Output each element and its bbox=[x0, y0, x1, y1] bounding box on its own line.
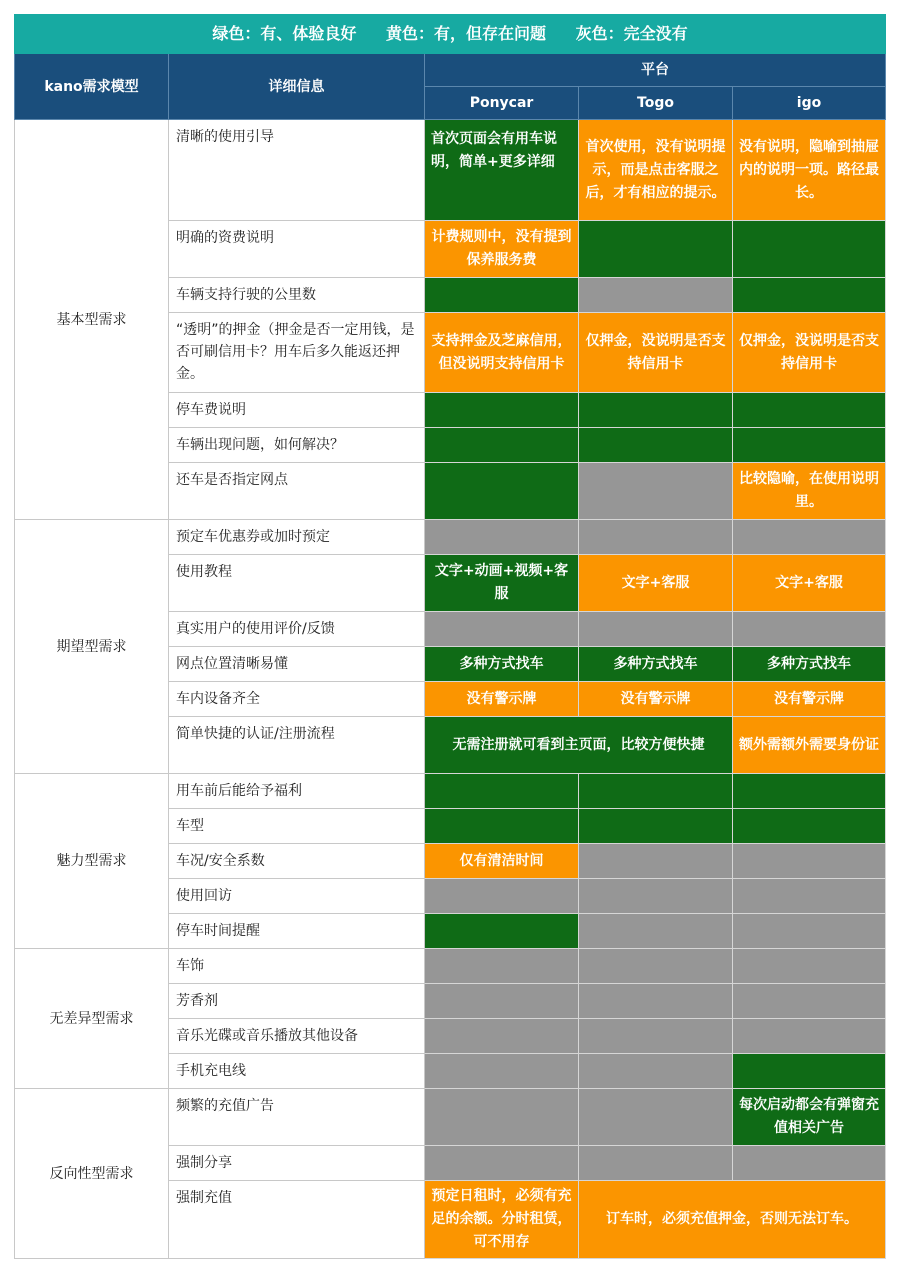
cell-togo bbox=[579, 879, 733, 914]
detail-cell: 车饰 bbox=[169, 949, 425, 984]
cell-igo bbox=[733, 984, 886, 1019]
cell-togo bbox=[579, 278, 733, 313]
legend-green: 绿色：有、体验良好 bbox=[212, 24, 357, 43]
cell-ponycar bbox=[425, 278, 579, 313]
detail-cell: 车辆出现问题，如何解决？ bbox=[169, 428, 425, 463]
cell-togo: 仅押金，没说明是否支持信用卡 bbox=[579, 313, 733, 393]
detail-cell: 音乐光碟或音乐播放其他设备 bbox=[169, 1019, 425, 1054]
cell-togo: 多种方式找车 bbox=[579, 647, 733, 682]
cell-togo bbox=[579, 520, 733, 555]
detail-cell: 手机充电线 bbox=[169, 1054, 425, 1089]
category-reverse: 反向性型需求 bbox=[15, 1089, 169, 1259]
table-row bbox=[15, 520, 886, 555]
cell-ponycar: 预定日租时，必须有充足的余额。分时租赁，可不用存 bbox=[425, 1181, 579, 1259]
cell-togo bbox=[579, 774, 733, 809]
detail-cell: 车内设备齐全 bbox=[169, 682, 425, 717]
header-ponycar: Ponycar bbox=[425, 87, 579, 120]
cell-ponycar bbox=[425, 879, 579, 914]
detail-cell: 预定车优惠券或加时预定 bbox=[169, 520, 425, 555]
detail-cell: 车辆支持行驶的公里数 bbox=[169, 278, 425, 313]
cell-togo bbox=[579, 428, 733, 463]
category-attractive: 魅力型需求 bbox=[15, 774, 169, 949]
detail-cell: 强制分享 bbox=[169, 1146, 425, 1181]
header-row-1 bbox=[15, 54, 886, 87]
detail-cell: 停车费说明 bbox=[169, 393, 425, 428]
cell-igo bbox=[733, 949, 886, 984]
detail-cell: 清晰的使用引导 bbox=[169, 120, 425, 221]
cell-igo bbox=[733, 520, 886, 555]
legend-gray: 灰色：完全没有 bbox=[575, 24, 688, 43]
cell-ponycar bbox=[425, 1146, 579, 1181]
detail-cell: “透明”的押金（押金是否一定用钱，是否可刷信用卡？用车后多久能返还押金。 bbox=[169, 313, 425, 393]
kano-comparison-table bbox=[14, 14, 886, 1259]
cell-togo bbox=[579, 221, 733, 278]
cell-togo bbox=[579, 1146, 733, 1181]
cell-togo bbox=[579, 463, 733, 520]
cell-igo bbox=[733, 879, 886, 914]
cell-igo bbox=[733, 914, 886, 949]
cell-ponycar: 计费规则中，没有提到保养服务费 bbox=[425, 221, 579, 278]
table-row bbox=[15, 949, 886, 984]
detail-cell: 明确的资费说明 bbox=[169, 221, 425, 278]
detail-cell: 芳香剂 bbox=[169, 984, 425, 1019]
cell-igo bbox=[733, 428, 886, 463]
cell-igo bbox=[733, 844, 886, 879]
cell-igo bbox=[733, 1019, 886, 1054]
cell-togo bbox=[579, 393, 733, 428]
header-igo: igo bbox=[733, 87, 886, 120]
cell-igo: 额外需额外需要身份证 bbox=[733, 717, 886, 774]
cell-igo: 文字+客服 bbox=[733, 555, 886, 612]
detail-cell: 简单快捷的认证/注册流程 bbox=[169, 717, 425, 774]
cell-ponycar: 仅有清洁时间 bbox=[425, 844, 579, 879]
cell-ponycar bbox=[425, 612, 579, 647]
cell-igo: 没有说明，隐喻到抽屉内的说明一项。路径最长。 bbox=[733, 120, 886, 221]
cell-ponycar: 首次页面会有用车说明，简单+更多详细 bbox=[425, 120, 579, 221]
cell-togo bbox=[579, 949, 733, 984]
cell-togo bbox=[579, 914, 733, 949]
cell-ponycar bbox=[425, 463, 579, 520]
detail-cell: 用车前后能给予福利 bbox=[169, 774, 425, 809]
cell-igo bbox=[733, 1054, 886, 1089]
table-row bbox=[15, 774, 886, 809]
cell-togo bbox=[579, 984, 733, 1019]
cell-togo: 文字+客服 bbox=[579, 555, 733, 612]
cell-ponycar bbox=[425, 984, 579, 1019]
cell-ponycar bbox=[425, 428, 579, 463]
color-legend bbox=[15, 15, 886, 54]
cell-ponycar bbox=[425, 1019, 579, 1054]
cell-togo bbox=[579, 612, 733, 647]
cell-ponycar bbox=[425, 1089, 579, 1146]
legend-row bbox=[15, 15, 886, 54]
cell-igo bbox=[733, 278, 886, 313]
cell-igo bbox=[733, 774, 886, 809]
cell-igo: 每次启动都会有弹窗充值相关广告 bbox=[733, 1089, 886, 1146]
category-expected: 期望型需求 bbox=[15, 520, 169, 774]
cell-ponycar bbox=[425, 1054, 579, 1089]
table-row bbox=[15, 120, 886, 221]
cell-ponycar bbox=[425, 520, 579, 555]
cell-togo bbox=[579, 844, 733, 879]
detail-cell: 车型 bbox=[169, 809, 425, 844]
header-detail: 详细信息 bbox=[169, 54, 425, 120]
cell-togo bbox=[579, 1089, 733, 1146]
cell-igo bbox=[733, 393, 886, 428]
detail-cell: 网点位置清晰易懂 bbox=[169, 647, 425, 682]
header-platform: 平台 bbox=[425, 54, 886, 87]
cell-togo bbox=[579, 1054, 733, 1089]
cell-ponycar bbox=[425, 809, 579, 844]
cell-togo: 没有警示牌 bbox=[579, 682, 733, 717]
cell-ponycar-togo: 无需注册就可看到主页面，比较方便快捷 bbox=[425, 717, 733, 774]
cell-igo: 没有警示牌 bbox=[733, 682, 886, 717]
cell-togo-igo: 订车时，必须充值押金，否则无法订车。 bbox=[579, 1181, 886, 1259]
kano-comparison-table-wrapper bbox=[14, 14, 885, 1259]
detail-cell: 使用教程 bbox=[169, 555, 425, 612]
cell-igo: 比较隐喻，在使用说明里。 bbox=[733, 463, 886, 520]
cell-ponycar bbox=[425, 774, 579, 809]
detail-cell: 强制充值 bbox=[169, 1181, 425, 1259]
legend-yellow: 黄色：有，但存在问题 bbox=[386, 24, 547, 43]
header-model: kano需求模型 bbox=[15, 54, 169, 120]
header-togo: Togo bbox=[579, 87, 733, 120]
detail-cell: 频繁的充值广告 bbox=[169, 1089, 425, 1146]
detail-cell: 还车是否指定网点 bbox=[169, 463, 425, 520]
category-indifferent: 无差异型需求 bbox=[15, 949, 169, 1089]
cell-igo bbox=[733, 221, 886, 278]
table-row bbox=[15, 1089, 886, 1146]
cell-ponycar: 文字+动画+视频+客服 bbox=[425, 555, 579, 612]
cell-ponycar bbox=[425, 914, 579, 949]
cell-igo: 仅押金，没说明是否支持信用卡 bbox=[733, 313, 886, 393]
cell-igo bbox=[733, 809, 886, 844]
cell-ponycar bbox=[425, 949, 579, 984]
cell-ponycar: 多种方式找车 bbox=[425, 647, 579, 682]
category-basic: 基本型需求 bbox=[15, 120, 169, 520]
cell-ponycar: 支持押金及芝麻信用，但没说明支持信用卡 bbox=[425, 313, 579, 393]
detail-cell: 真实用户的使用评价/反馈 bbox=[169, 612, 425, 647]
detail-cell: 车况/安全系数 bbox=[169, 844, 425, 879]
cell-ponycar bbox=[425, 393, 579, 428]
cell-togo bbox=[579, 1019, 733, 1054]
cell-ponycar: 没有警示牌 bbox=[425, 682, 579, 717]
cell-igo bbox=[733, 1146, 886, 1181]
cell-togo bbox=[579, 809, 733, 844]
cell-igo: 多种方式找车 bbox=[733, 647, 886, 682]
cell-igo bbox=[733, 612, 886, 647]
detail-cell: 停车时间提醒 bbox=[169, 914, 425, 949]
cell-togo: 首次使用，没有说明提示，而是点击客服之后，才有相应的提示。 bbox=[579, 120, 733, 221]
detail-cell: 使用回访 bbox=[169, 879, 425, 914]
